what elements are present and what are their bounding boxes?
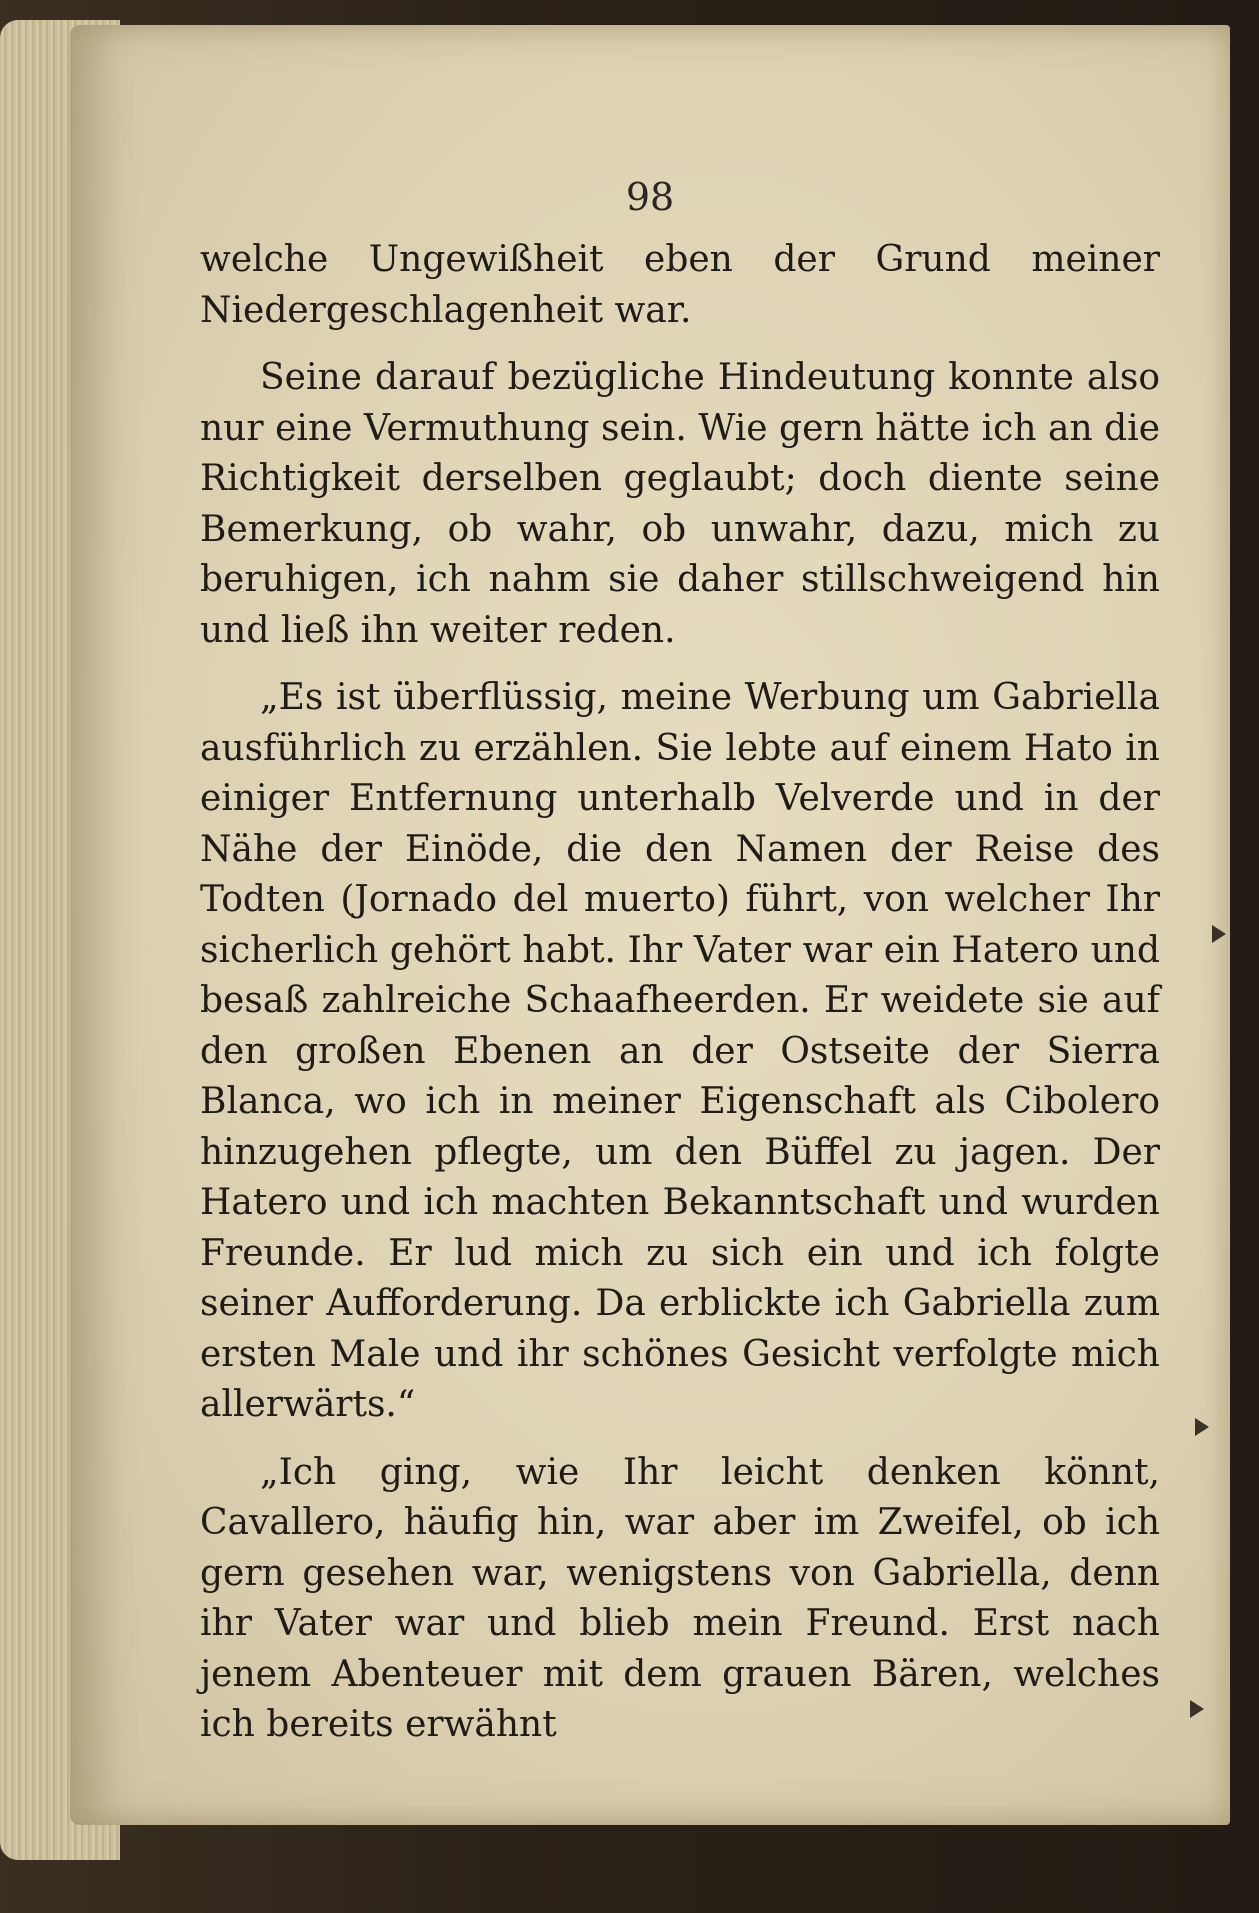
page-text bbox=[200, 235, 1160, 1768]
page-edge-mark bbox=[1212, 925, 1226, 943]
paragraph: „Es ist überflüssig, meine Werbung um Gabriella ausführlich zu erzählen. Sie lebte auf einem Hato in einiger Entfernung unterhalb Velverde und in der Nähe der Einöde, die den Namen der Reise des Todten (Jornado del muerto) führt, von welcher Ihr sicherlich gehört habt. Ihr Vater war ein Hatero und besaß zahlreiche Schaafheerden. Er weidete sie auf den großen Ebenen an der Ostseite der Sierra Blanca, wo ich in meiner Eigenschaft als Cibolero hinzugehen pflegte, um den Büffel zu jagen. Der Hatero und ich machten Bekanntschaft und wurden Freunde. Er lud mich zu sich ein und ich folgte seiner Aufforderung. Da erblickte ich Gabriella zum ersten Male und ihr schönes Gesicht verfolgte mich allerwärts.“ bbox=[200, 677, 1160, 1425]
paragraph: Seine darauf bezügliche Hindeutung konnte also nur eine Vermuthung sein. Wie gern hätte ich an die Richtigkeit derselben geglaubt; doch diente seine Bemerkung, ob wahr, ob unwahr, dazu, mich zu beruhigen, ich nahm sie daher stillschweigend hin und ließ ihn weiter reden. bbox=[200, 357, 1160, 651]
paragraph: welche Ungewißheit eben der Grund meiner Niedergeschlagenheit war. bbox=[200, 239, 1160, 331]
page-edge-mark bbox=[1195, 1418, 1209, 1436]
paragraph: „Ich ging, wie Ihr leicht denken könnt, Cavallero, häufig hin, war aber im Zweifel, ob ich gern gesehen war, wenigstens von Gabriella, denn ihr Vater war und blieb mein Freund. Erst nach jenem Abenteuer mit dem grauen Bären, welches ich bereits erwähnt bbox=[200, 1451, 1160, 1745]
page-number: 98 bbox=[625, 175, 675, 219]
page-edge-mark bbox=[1190, 1700, 1204, 1718]
